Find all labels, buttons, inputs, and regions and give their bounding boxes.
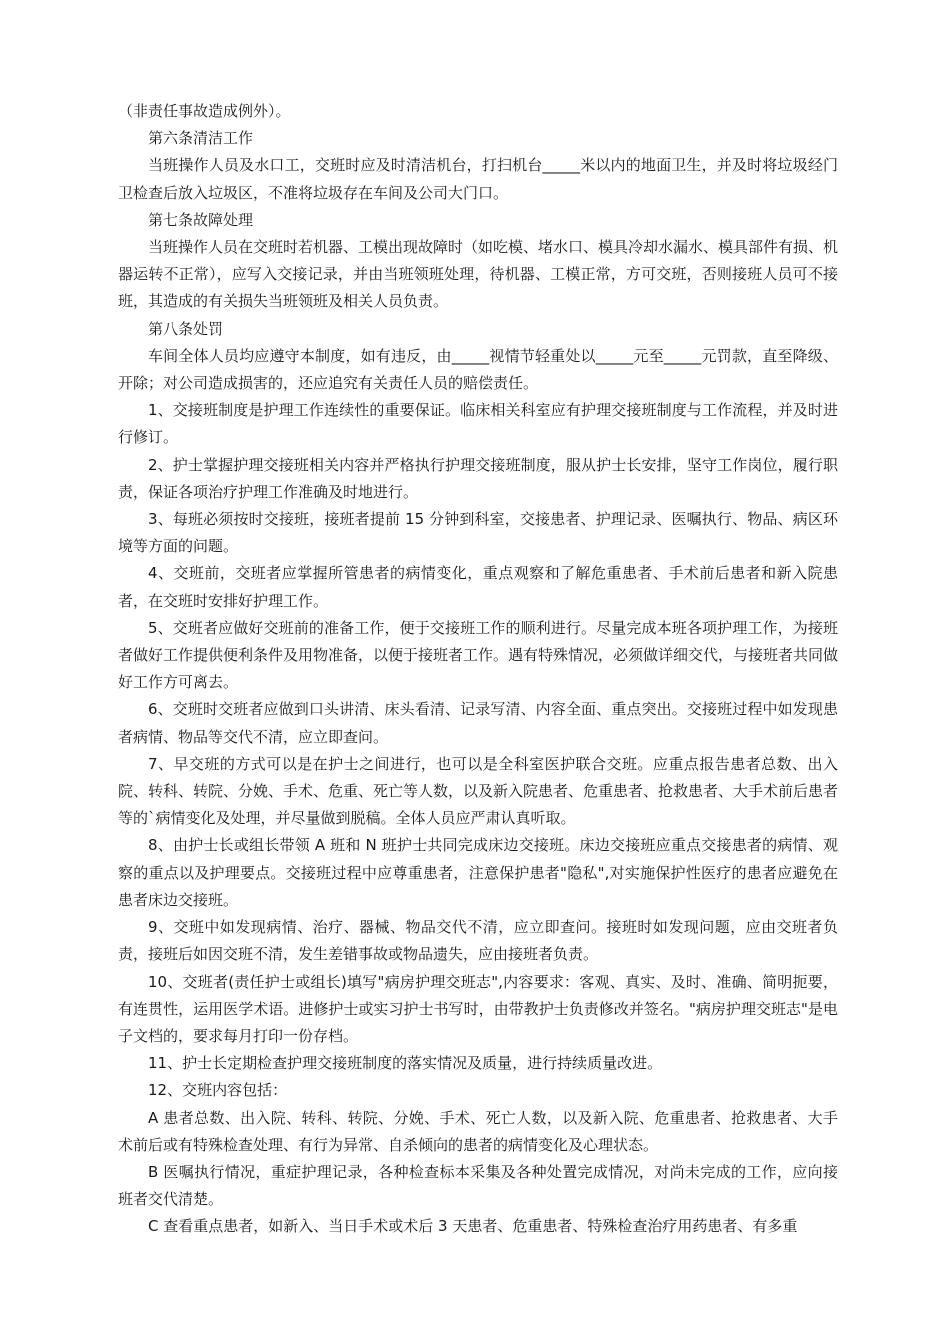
paragraph-cleaning: 当班操作人员及水口工，交班时应及时清洁机台，打扫机台_____米以内的地面卫生，并及时将垃圾经门卫检查后放入垃圾区，不准将垃圾存在车间及公司大门口。 [118,156,838,202]
list-item-4: 4、交班前，交班者应掌握所管患者的病情变化，重点观察和了解危重患者、手术前后患者和新入院患者，在交班时安排好护理工作。 [118,564,838,610]
sub-item-a: A 患者总数、出入院、转科、转院、分娩、手术、死亡人数，以及新入院、危重患者、抢救患者、大手术前后或有特殊检查处理、有行为异常、自杀倾向的患者的病情变化及心理状态。 [118,1108,838,1154]
list-item-11: 11、护士长定期检查护理交接班制度的落实情况及质量，进行持续质量改进。 [148,1054,663,1073]
paragraph-exception-note: （非责任事故造成例外）。 [118,102,291,120]
heading-article-6: 第六条清洁工作 [148,129,254,148]
list-item-6: 6、交班时交班者应做到口头讲清、床头看清、记录写清、内容全面、重点突出。交接班过程中如发现患者病情、物品等交代不清，应立即查问。 [118,700,838,746]
heading-article-8: 第八条处罚 [148,319,224,338]
sub-item-b: B 医嘱执行情况，重症护理记录，各种检查标本采集及各种处置完成情况，对尚未完成的工作，应向接班者交代清楚。 [118,1162,838,1209]
heading-article-7: 第七条故障处理 [148,210,254,229]
document-page [118,98,838,1241]
list-item-3: 3、每班必须按时交接班，接班者提前 15 分钟到科室，交接患者、护理记录、医嘱执行、物品、病区环境等方面的问题。 [118,510,838,556]
list-item-1: 1、交接班制度是护理工作连续性的重要保证。临床相关科室应有护理交接班制度与工作流程，并及时进行修订。 [118,401,838,447]
list-item-5: 5、交班者应做好交班前的准备工作，便于交接班工作的顺利进行。尽量完成本班各项护理工作，为接班者做好工作提供便利条件及用物准备，以便于接班者工作。遇有特殊情况，必须做详细交代，与接班者共同做好工作方可离去。 [118,618,839,692]
list-item-9: 9、交班中如发现病情、治疗、器械、物品交代不清，应立即查问。接班时如发现问题，应由交班者负责，接班后如因交班不清，发生差错事故或物品遗失，应由接班者负责。 [118,918,838,964]
paragraph-fault-handling: 当班操作人员在交班时若机器、工模出现故障时（如吃模、堵水口、模具冷却水漏水、模具部件有损、机器运转不正常），应写入交接记录，并由当班领班处理，待机器、工模正常，方可交班，否则接班人员可不接班，其造成的有关损失当班领班及相关人员负责。 [118,238,839,311]
list-item-10: 10、交班者(责任护士或组长)填写"病房护理交班志",内容要求：客观、真实、及时、准确、简明扼要，有连贯性，运用医学术语。进修护士或实习护士书写时，由带教护士负责修改并签名。"病房护理交班志"是电子文档的，要求每月打印一份存档。 [118,972,838,1045]
list-item-7: 7、早交班的方式可以是在护士之间进行，也可以是全科室医护联合交班。应重点报告患者总数、出入院、转科、转院、分娩、手术、危重、死亡等人数，以及新入院患者、危重患者、抢救患者、大手术前后患者等的`病情变化及处理，并尽量做到脱稿。全体人员应严肃认真听取。 [118,754,839,828]
sub-item-c: C 查看重点患者，如新入、当日手术或术后 3 天患者、危重患者、特殊检查治疗用药患者、有多重 [148,1217,798,1236]
paragraph-penalty: 车间全体人员均应遵守本制度，如有违反，由_____视情节轻重处以_____元至_____元罚款，直至降级、开除；对公司造成损害的，还应追究有关责任人员的赔偿责任。 [118,346,838,393]
list-item-2: 2、护士掌握护理交接班相关内容并严格执行护理交接班制度，服从护士长安排，坚守工作岗位，履行职责，保证各项治疗护理工作准确及时地进行。 [118,455,838,501]
list-item-8: 8、由护士长或组长带领 A 班和 N 班护士共同完成床边交接班。床边交接班应重点交接患者的病情、观察的重点以及护理要点。交接班过程中应尊重患者，注意保护患者"隐私",对实施保护性医疗的患者应避免在患者床边交接班。 [118,836,838,909]
list-item-12: 12、交班内容包括： [148,1081,288,1100]
